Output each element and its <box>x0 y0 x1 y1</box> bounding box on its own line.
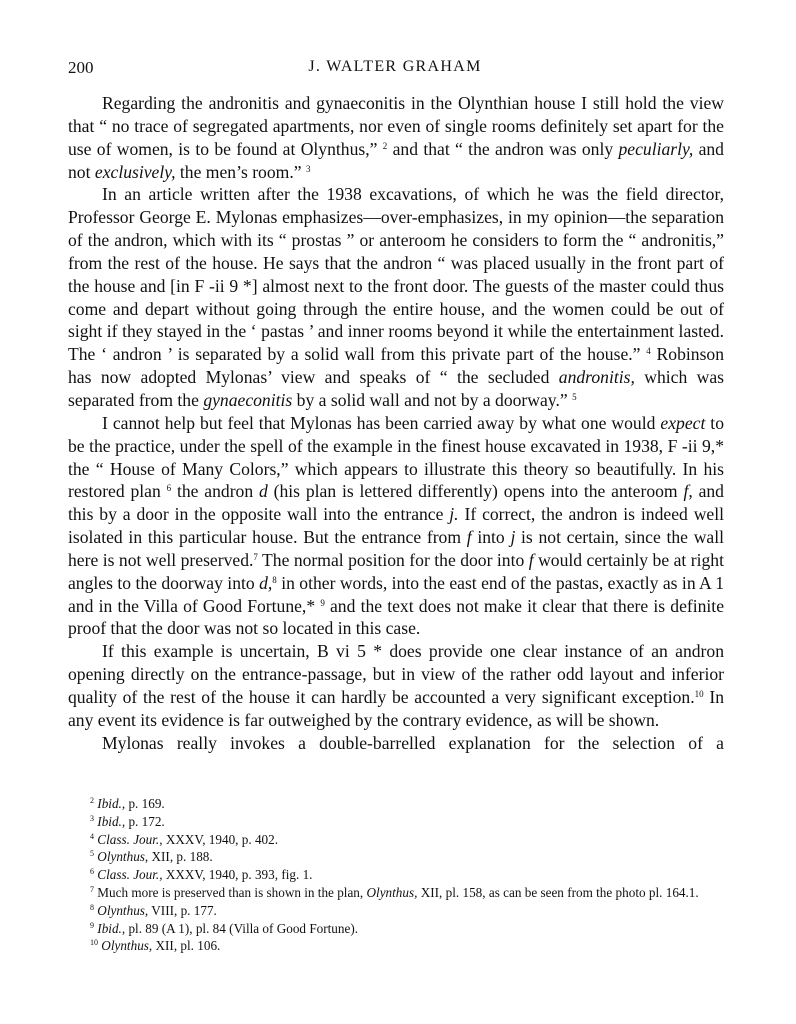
text-run: XII, p. 188. <box>148 849 213 865</box>
body-paragraph <box>68 183 724 411</box>
text-run: VIII, p. 177. <box>148 902 217 918</box>
body-paragraph <box>68 92 724 183</box>
italic-text: gynaeconitis <box>203 389 293 410</box>
text-run: by a solid wall and not by a doorway.” <box>292 389 573 410</box>
text-run: which was separated from the <box>68 367 724 410</box>
footnote-marker: 7 <box>90 884 94 894</box>
footnote <box>68 813 724 831</box>
italic-text: exclusively, <box>94 161 176 182</box>
text-run: p. 169. <box>125 796 165 811</box>
italic-text: Olynthus, <box>366 884 418 900</box>
body-paragraph <box>68 412 724 640</box>
text-run: and not <box>68 138 724 182</box>
italic-text: peculiarly, <box>618 138 694 159</box>
text-run: and the text does not make it clear that there is definite proof that the door was not so located in this case. <box>68 595 725 639</box>
text-run: into <box>471 527 511 548</box>
footnotes <box>68 795 724 955</box>
running-head: J. WALTER GRAHAM <box>308 58 482 75</box>
text-run: In any event its evidence is far outweighed by the contrary evidence, as will be shown. <box>68 686 724 730</box>
footnote <box>68 866 724 884</box>
text-run: is not certain, since the wall here is not well preserved. <box>68 527 724 570</box>
text-run: (his plan is lettered differently) opens into the anteroom <box>267 481 684 502</box>
footnote-marker: 3 <box>305 163 311 174</box>
footnote <box>68 884 724 902</box>
text-run: XXXV, 1940, p. 402. <box>162 831 279 847</box>
text-run: and this by a door in the opposite wall into the entrance <box>68 481 724 525</box>
page-number: 200 <box>68 58 94 77</box>
body-paragraph <box>68 640 724 731</box>
footnote-marker: 4 <box>90 831 94 841</box>
text-run: If correct, the andron is indeed well isolated in this particular house. But the entrance from <box>68 504 724 548</box>
italic-text: expect <box>660 412 706 433</box>
footnote-marker: 2 <box>382 140 388 151</box>
footnote <box>68 920 724 938</box>
page-header <box>68 58 722 82</box>
footnote <box>68 937 724 955</box>
footnote-marker: 5 <box>572 391 577 402</box>
text-run: I cannot help but feel that Mylonas has been carried away by what one would <box>102 412 661 433</box>
footnote-marker: 7 <box>253 551 258 562</box>
text-run: p. 172. <box>125 813 165 829</box>
text-run: in other words, into the east end of the pastas, exactly as in A 1 and in the Villa of Good Fortune,* <box>68 572 724 616</box>
footnote-marker: 6 <box>166 483 172 494</box>
footnote-marker: 8 <box>272 574 277 585</box>
text-run: to be the practice, under the spell of the example in the finest house excavated in 1938, F -ii 9,* the “ House of Many Colors,” which appears to illustrate this theory so beautifully. In his restored plan <box>68 412 724 502</box>
text-run: Robinson has now adopted Mylonas’ view and speaks of “ the secluded <box>68 344 725 388</box>
text-run: the men’s room.” <box>175 161 306 182</box>
text-run: The normal position for the door into <box>257 549 529 570</box>
text-run: Regarding the andronitis and gynaeconitis in the Olynthian house I still hold the view that “ no trace of segregated apartments, nor even of single rooms definitely set apart for the use of women, is to be found at Olynthus,” <box>68 93 724 159</box>
text-run: In an article written after the 1938 excavations, of which he was the field director, Professor George E. Mylonas emphasizes—over-emphasizes, in my opinion—the separation of the andron, which with its “ prostas ” or anteroom he considers to form the “ andronitis,” from the rest of the house. He says that the andron “ was placed usually in the front part of the house and [in F -ii 9 *] almost next to the front door. The guests of the master could thus come and depart without going through the entire house, and the women could be out of sight if they stayed in the ‘ pastas ’ and inner rooms beyond it while the entertainment lasted. The ‘ andron ’ is separated by a solid wall from this private part of the house.” <box>68 184 724 365</box>
italic-text: f <box>528 549 534 570</box>
footnote <box>68 795 724 813</box>
footnote-marker: 2 <box>90 796 94 805</box>
body-text <box>68 92 724 754</box>
text-run: XII, pl. 158, as can be seen from the photo pl. 164.1. <box>417 884 699 900</box>
text-run: XII, pl. 106. <box>152 938 221 954</box>
footnote <box>68 831 724 849</box>
footnote <box>68 848 724 866</box>
text-run: the andron <box>171 481 259 502</box>
italic-text: j <box>510 527 516 548</box>
italic-text: Ibid., <box>97 813 126 829</box>
italic-text: j. <box>449 504 459 525</box>
footnote-marker: 3 <box>90 813 94 823</box>
italic-text: d <box>258 481 268 502</box>
text-run: and that “ the andron was only <box>387 138 619 159</box>
body-paragraph <box>68 732 724 755</box>
italic-text: Class. Jour., <box>97 831 163 847</box>
footnote-marker: 4 <box>646 346 651 357</box>
footnote-marker: 10 <box>694 688 704 699</box>
italic-text: Olynthus, <box>101 938 153 954</box>
italic-text: Olynthus, <box>97 902 149 918</box>
italic-text: f <box>466 527 472 548</box>
text-run: would certainly be at right angles to the doorway into <box>68 549 724 593</box>
footnote-marker: 5 <box>90 849 94 859</box>
footnote <box>68 902 724 920</box>
text-run: Mylonas really invokes a double-barrelled explanation for the selection of a <box>102 732 724 753</box>
footnote-marker: 9 <box>90 920 94 930</box>
text-run: Much more is preserved than is shown in the plan, <box>94 884 367 900</box>
italic-text: Olynthus, <box>97 849 149 865</box>
italic-text: Ibid., <box>97 920 126 936</box>
footnote-marker: 6 <box>90 867 94 877</box>
footnote-marker: 8 <box>90 902 94 912</box>
text-run: pl. 89 (A 1), pl. 84 (Villa of Good Fortune). <box>125 920 359 936</box>
italic-text: Ibid., <box>97 796 126 811</box>
text-run: XXXV, 1940, p. 393, fig. 1. <box>162 867 313 883</box>
italic-text: d, <box>259 572 273 593</box>
italic-text: Class. Jour., <box>97 867 163 883</box>
italic-text: andronitis, <box>558 367 635 388</box>
footnote-marker: 9 <box>320 597 325 608</box>
footnote-marker: 10 <box>90 938 98 948</box>
italic-text: f, <box>683 481 693 502</box>
text-run: If this example is uncertain, B vi 5 * does provide one clear instance of an andron opening directly on the entrance-passage, but in view of the rather odd layout and inferior quality of the rest of the house it can hardly be accounted a very significant exception. <box>68 641 724 707</box>
